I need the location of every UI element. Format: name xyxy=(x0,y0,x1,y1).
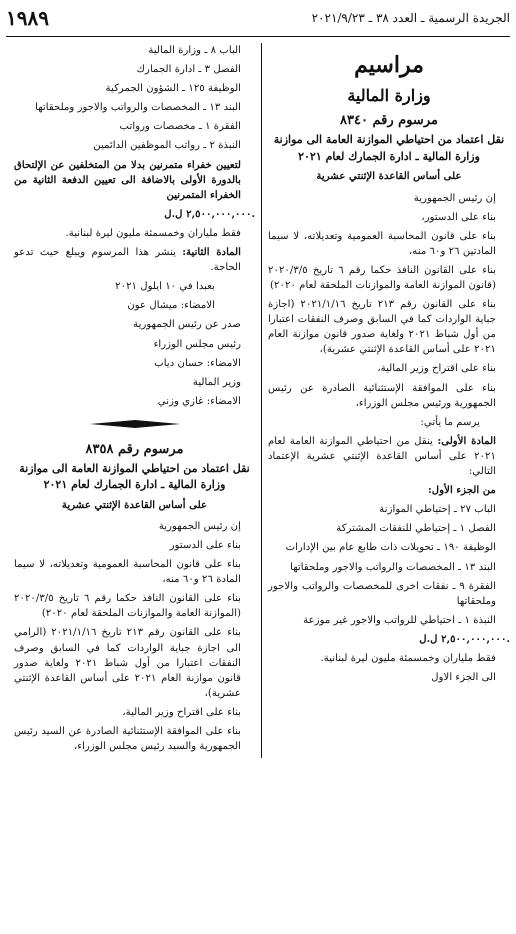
budget-item: البند ١٣ ـ المخصصات والرواتب والاجور وملحقاتها xyxy=(35,102,241,114)
signature-president: الامضاء: ميشال عون xyxy=(127,300,215,312)
preamble-line: بناء على القانون النافذ حكما رقم ٦ تاريخ ٢٠٢٠/٣/٥ (الموازنة العامة والموازنات الملحقة لعام ٢٠٢٠) xyxy=(14,593,242,620)
divider-ornament xyxy=(14,415,255,436)
header-title: الجريدة الرسمية ـ العدد ٣٨ ـ ٢٠٢١/٩/٢٣ xyxy=(311,11,510,25)
page-header xyxy=(6,0,510,37)
issued-by: صدر عن رئيس الجمهورية xyxy=(133,319,241,331)
decree-title: نقل اعتماد من احتياطي الموازنة العامة الى موازنة وزارة المالية ـ ادارة الجمارك لعام ٢٠٢١ xyxy=(19,461,250,492)
article-one-label: المادة الأولى: xyxy=(437,434,496,447)
purpose-text: لتعيين خفراء متمرنين بدلا من المتخلفين عن الإلتحاق بالدورة الأولى بالاضافة الى تعيين الدفعة الثانية من الخفراء المتمرنين xyxy=(14,158,241,201)
article-two-text: ينشر هذا المرسوم ويبلغ حيث تدعو الحاجة. xyxy=(14,247,241,274)
article-two-label: المادة الثانية: xyxy=(182,246,241,259)
budget-item: الوظيفة ١٩٠ ـ تحويلات ذات طابع عام بين الإدارات xyxy=(285,542,496,554)
article-one xyxy=(268,434,510,479)
amount-in-words: فقط ملياران وخمسمئة مليون ليرة لبنانية. xyxy=(65,227,241,239)
budget-item: الوظيفة ١٢٥ ـ الشؤون الجمركية xyxy=(105,83,241,95)
preamble-line: بناء على القانون رقم ٢١٣ تاريخ ٢٠٢١/١/١٦ (اجازة جباية الواردات كما في السابق وصرف النفقات اعتبارا من أول شباط ٢٠٢١ ولغاية صدور قانون موازنة العام ٢٠٢١ على أساس القاعدة الإثنتي عشرية)، xyxy=(268,299,497,356)
ministry-heading: وزارة المالية xyxy=(347,85,431,105)
amount-in-words: فقط ملياران وخمسمئة مليون ليرة لبنانية. xyxy=(320,652,496,664)
article-two xyxy=(14,245,255,275)
fin-minister-title: وزير المالية xyxy=(192,376,241,388)
signature-pm: الامضاء: حسان دياب xyxy=(154,357,241,369)
budget-item: الفصل ٣ ـ ادارة الجمارك xyxy=(136,64,241,76)
decree-number: مرسوم رقم ٨٣٥٨ xyxy=(85,441,184,457)
preamble-line: بناء على قانون المحاسبة العمومية وتعديلاته، لا سيما المادة ٢٦ و٦٠ منه، xyxy=(14,559,241,586)
budget-item: النبذة ٢ ـ رواتب الموظفين الدائمين xyxy=(93,140,241,152)
preamble-line: بناء على الموافقة الإستثنائية الصادرة عن السيد رئيس الجمهورية والسيد رئيس مجلس الوزراء، xyxy=(14,726,241,753)
budget-item: الفصل ١ ـ إحتياطي للنفقات المشتركة xyxy=(336,523,496,535)
part-heading: من الجزء الأول: xyxy=(428,484,496,497)
section-title: مراسيم xyxy=(354,52,424,78)
pm-title: رئيس مجلس الوزراء xyxy=(153,338,241,350)
preamble-line: بناء على الدستور، xyxy=(421,211,496,223)
decree-basis: على أساس القاعدة الإثنتي عشرية xyxy=(316,170,462,183)
preamble-line: بناء على الموافقة الإستثنائية الصادرة عن رئيس الجمهورية ورئيس مجلس الوزراء، xyxy=(268,382,496,409)
preamble-line: بناء على قانون المحاسبة العمومية وتعديلاته، لا سيما المادتين ٢٦ و٦٠ منه، xyxy=(268,230,496,257)
decree-date: بعبدا في ١٠ ايلول ٢٠٢١ xyxy=(115,281,215,293)
budget-item: الباب ٢٧ ـ إحتياطي الموازنة xyxy=(379,504,496,516)
article-one-text: ينقل من احتياطي الموازنة العامة لعام ٢٠٢١ على أساس القاعدة الإثنتي عشرية الإعتماد التالي: xyxy=(268,435,496,478)
decree-title: نقل اعتماد من احتياطي الموازنة العامة الى موازنة وزارة المالية ـ ادارة الجمارك لعام ٢٠٢١ xyxy=(273,133,505,163)
budget-item: النبذة ١ ـ احتياطي للرواتب والاجور غير موزعة xyxy=(303,614,496,626)
amount: ٢,٥٠٠,٠٠٠,٠٠٠ ل.ل. xyxy=(419,632,510,645)
left-column xyxy=(14,43,262,758)
preamble-line: بناء على اقتراح وزير المالية، xyxy=(122,706,241,718)
page-number: ١٩٨٩ xyxy=(6,6,49,30)
right-column xyxy=(262,43,510,758)
preamble-line: إن رئيس الجمهورية xyxy=(158,520,241,532)
budget-item: الفقرة ١ ـ مخصصات ورواتب xyxy=(119,121,241,133)
preamble-line: بناء على القانون رقم ٢١٣ تاريخ ٢٠٢١/١/١٦ (الرامي الى اجازة جباية الواردات كما في السابق وصرف النفقات اعتبارا من أول شباط ٢٠٢١ ولغاية صدور قانون موازنة العام ٢٠٢١ على أساس القاعدة الإثنتي عشرية)، xyxy=(14,627,242,699)
to-part: الى الجزء الاول xyxy=(431,672,496,684)
preamble-line: إن رئيس الجمهورية xyxy=(413,192,496,204)
preamble-line: بناء على اقتراح وزير المالية، xyxy=(377,363,496,375)
decree-basis: على أساس القاعدة الإثنتي عشرية xyxy=(61,498,208,511)
preamble-line: بناء على القانون النافذ حكما رقم ٦ تاريخ ٢٠٢٠/٣/٥ (قانون الموازنة العامة والموازنات الملحقة لعام ٢٠٢٠) xyxy=(268,264,497,292)
budget-item: البند ١٣ ـ المخصصات والرواتب والاجور وملحقاتها xyxy=(290,561,496,573)
budget-item: الباب ٨ ـ وزارة المالية xyxy=(148,45,241,56)
ornament-icon xyxy=(90,419,180,429)
budget-item: الفقرة ٩ ـ نفقات اخرى للمخصصات والرواتب والاجور وملحقاتها xyxy=(268,580,496,607)
preamble-line: يرسم ما يأتي: xyxy=(420,416,480,428)
signature-fin-minister: الامضاء: غازي وزني xyxy=(157,395,241,407)
decree-number: مرسوم رقم ٨٣٤٠ xyxy=(340,113,438,129)
preamble-line: بناء على الدستور xyxy=(169,540,241,552)
columns xyxy=(6,43,510,758)
amount: ٢,٥٠٠,٠٠٠,٠٠٠ ل.ل. xyxy=(164,207,255,220)
